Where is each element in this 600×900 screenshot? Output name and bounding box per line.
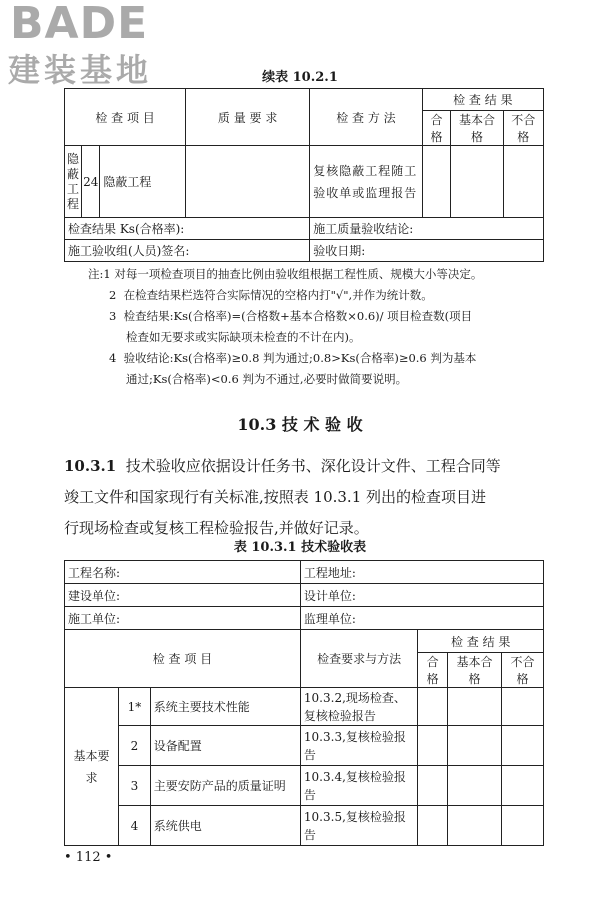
watermark-logo: BADE xyxy=(10,0,149,49)
t1-date-label: 验收日期: xyxy=(310,240,544,262)
t2-contractor: 施工单位: xyxy=(65,607,301,630)
t2-project-address: 工程地址: xyxy=(300,561,543,584)
note-line: 3 检查结果:Ks(合格率)=(合格数+基本合格数×0.6)/ 项目检查数(项目 xyxy=(109,309,473,323)
t1-category: 隐蔽工程 xyxy=(65,146,82,218)
clause-paragraph: 10.3.1 技术验收应依据设计任务书、深化设计文件、工程合同等 竣工文件和国家现行有关标准,按照表 10.3.1 列出的检查项目进 行现场检查或复核工程检验报告,并做好记录。 xyxy=(64,457,501,537)
table1-caption: 续表 10.2.1 xyxy=(262,70,338,85)
t2-designer: 设计单位: xyxy=(300,584,543,607)
t1-header-quality: 质 量 要 求 xyxy=(186,89,310,146)
t2-builder: 建设单位: xyxy=(65,584,301,607)
note-line: 2 在检查结果栏选符合实际情况的空格内打"√",并作为统计数。 xyxy=(109,288,433,302)
t2-header-basic: 基本合格 xyxy=(447,653,501,688)
note-line: 注:1 对每一项检查项目的抽查比例由验收组根据工程性质、规模大小等决定。 xyxy=(88,267,483,281)
t1-signature-label: 施工验收组(人员)签名: xyxy=(65,240,310,262)
notes xyxy=(88,264,558,390)
table2 xyxy=(64,560,544,846)
t1-header-fail: 不合格 xyxy=(503,111,543,146)
t2-project-name: 工程名称: xyxy=(65,561,301,584)
t2-header-result: 检 查 结 果 xyxy=(418,630,544,653)
note-line: 4 验收结论:Ks(合格率)≥0.8 判为通过;0.8>Ks(合格率)≥0.6 判为基本 xyxy=(109,351,477,365)
table-row: 3 主要安防产品的质量证明 10.3.4,复核检验报告 xyxy=(65,766,544,806)
t2-header-fail: 不合格 xyxy=(502,653,544,688)
t1-row-number: 24 xyxy=(82,146,100,218)
t2-category: 基本要求 xyxy=(65,688,119,846)
t1-row-item: 隐蔽工程 xyxy=(100,146,186,218)
t2-header-method: 检查要求与方法 xyxy=(300,630,417,688)
t1-header-pass: 合格 xyxy=(422,111,451,146)
t1-conclusion-label: 施工质量验收结论: xyxy=(310,218,544,240)
watermark-logo-text: 建装基地 xyxy=(8,51,153,89)
table-row xyxy=(65,146,544,218)
note-line: 通过;Ks(合格率)<0.6 判为不通过,必要时做简要说明。 xyxy=(126,372,408,386)
table2-caption: 表 10.3.1 技术验收表 xyxy=(233,540,367,555)
table-row: 2 设备配置 10.3.3,复核检验报告 xyxy=(65,726,544,766)
note-line: 检查如无要求或实际缺项未检查的不计在内)。 xyxy=(126,330,361,344)
t2-header-pass: 合格 xyxy=(418,653,448,688)
t1-header-method: 检 查 方 法 xyxy=(310,89,422,146)
t2-header-item: 检 查 项 目 xyxy=(65,630,301,688)
section-title: 10.3 技 术 验 收 xyxy=(237,415,363,434)
t1-header-result: 检 查 结 果 xyxy=(422,89,543,111)
table1 xyxy=(64,88,544,262)
t1-row-method: 复核隐蔽工程随工验收单或监理报告 xyxy=(310,146,422,218)
t2-supervisor: 监理单位: xyxy=(300,607,543,630)
t1-result-label: 检查结果 Ks(合格率): xyxy=(65,218,310,240)
table-row: 基本要求 1* 系统主要技术性能 10.3.2,现场检查、复核检验报告 xyxy=(65,688,544,726)
clause-number: 10.3.1 xyxy=(64,457,117,475)
page-number: • 112 • xyxy=(64,850,113,865)
t1-header-basic: 基本合格 xyxy=(451,111,503,146)
table-row: 4 系统供电 10.3.5,复核检验报告 xyxy=(65,806,544,846)
t1-header-item: 检 查 项 目 xyxy=(65,89,186,146)
